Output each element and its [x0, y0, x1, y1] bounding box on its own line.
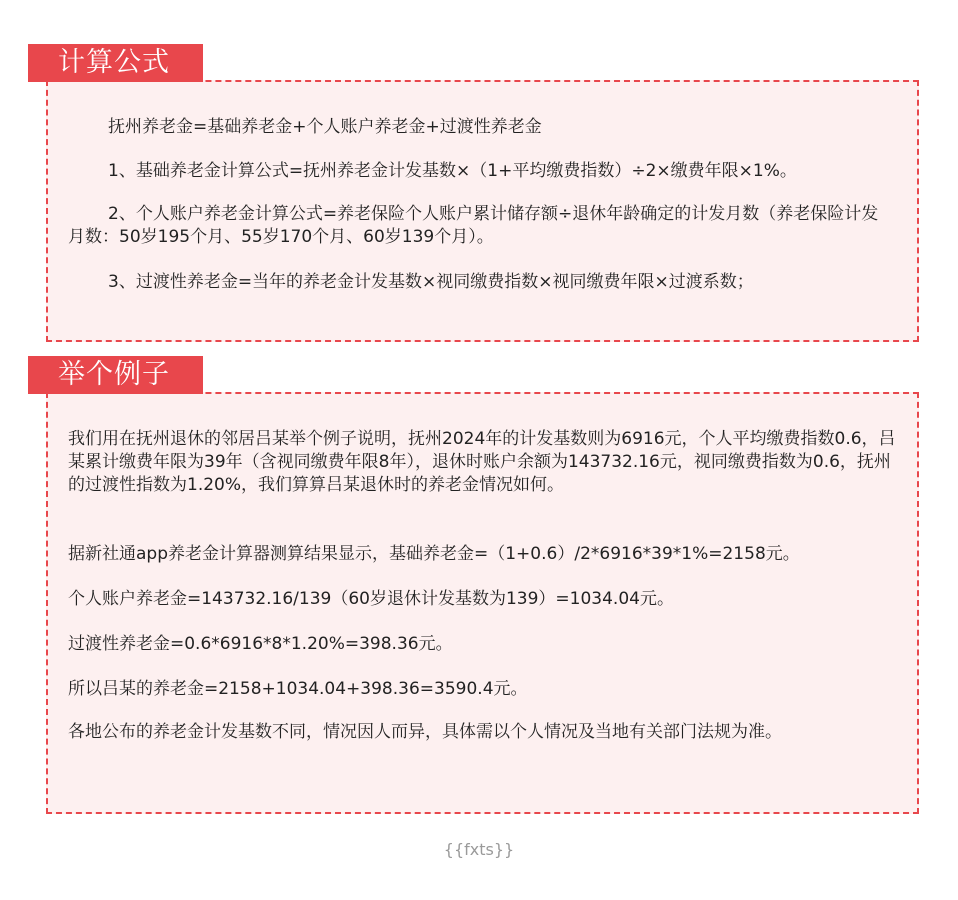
- formula-line-transition: 3、过渡性养老金=当年的养老金计发基数×视同缴费指数×视同缴费年限×过渡系数；: [108, 272, 754, 292]
- formula-line-personal: 2、个人账户养老金计算公式=养老保险个人账户累计储存额÷退休年龄确定的计发月数（养老保险计发月数：50岁195个月、55岁170个月、60岁139个月）。: [68, 204, 879, 247]
- example-paragraph-note: 各地公布的养老金计发基数不同，情况因人而异，具体需以个人情况及当地有关部门法规为准。: [68, 722, 782, 742]
- formula-line-total: 抚州养老金=基础养老金+个人账户养老金+过渡性养老金: [108, 117, 542, 137]
- formula-section-label: 计算公式: [28, 44, 203, 82]
- example-paragraph-intro: 我们用在抚州退休的邻居吕某举个例子说明，抚州2024年的计发基数则为6916元，个人平均缴费指数0.6，吕某累计缴费年限为39年（含视同缴费年限8年），退休时账户余额为143732.16元，视同缴费指数为0.6，抚州的过渡性指数为1.20%，我们算算吕某退休时的养老金情况如何。: [68, 429, 896, 495]
- example-section-label: 举个例子: [28, 356, 203, 394]
- footer-placeholder: {{fxts}}: [443, 840, 515, 859]
- example-paragraph-total: 所以吕某的养老金=2158+1034.04+398.36=3590.4元。: [68, 679, 528, 699]
- formula-line-basic: 1、基础养老金计算公式=抚州养老金计发基数×（1+平均缴费指数）÷2×缴费年限×1%。: [108, 161, 797, 181]
- example-paragraph-basic: 据新社通app养老金计算器测算结果显示，基础养老金=（1+0.6）/2*6916*39*1%=2158元。: [68, 544, 800, 564]
- example-paragraph-personal: 个人账户养老金=143732.16/139（60岁退休计发基数为139）=1034.04元。: [68, 589, 674, 609]
- example-paragraph-transition: 过渡性养老金=0.6*6916*8*1.20%=398.36元。: [68, 634, 453, 654]
